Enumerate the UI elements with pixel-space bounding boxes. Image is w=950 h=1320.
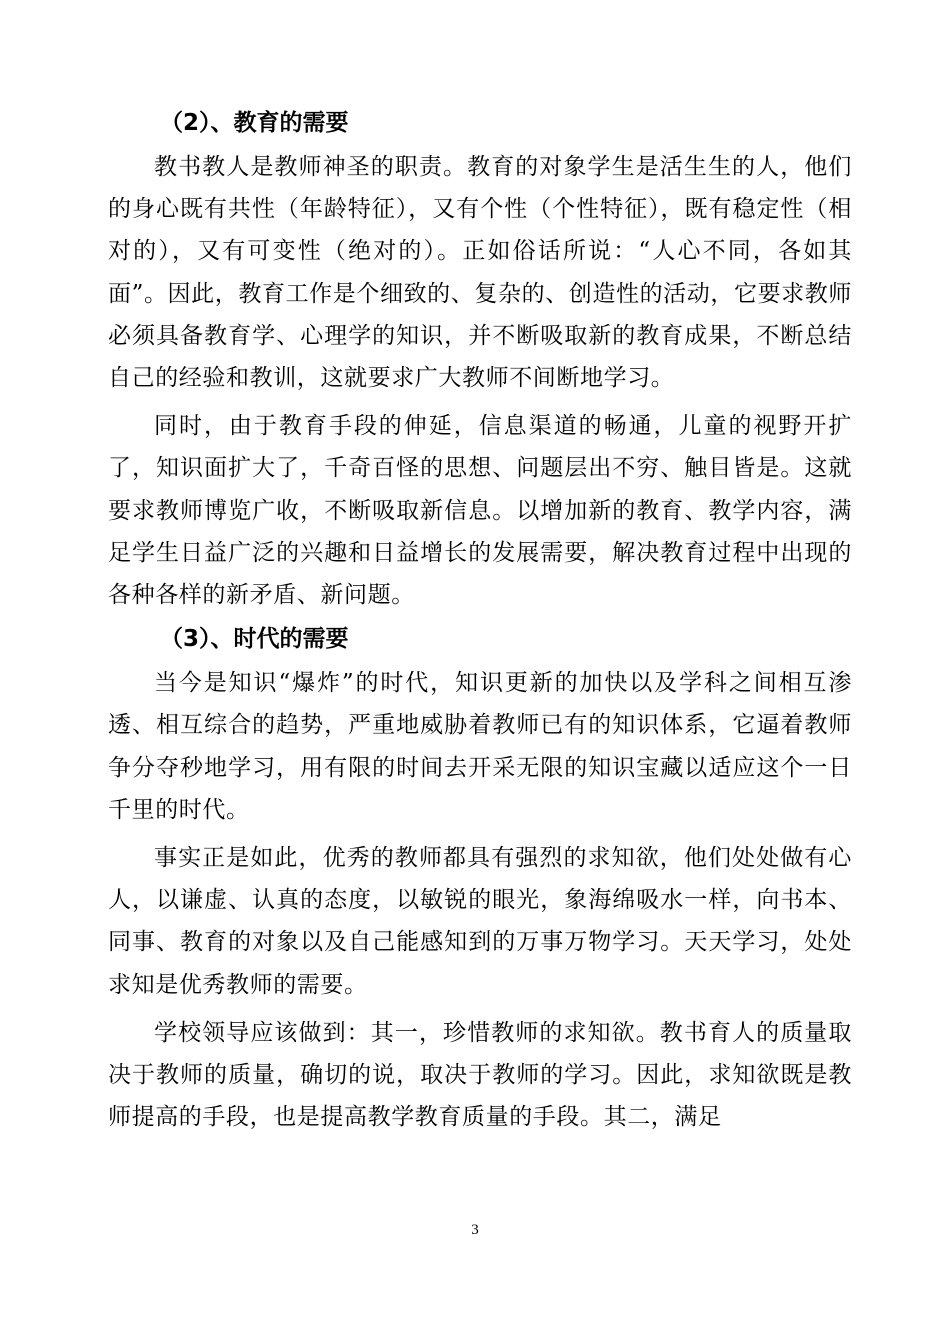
paragraph: 事实正是如此，优秀的教师都具有强烈的求知欲，他们处处做有心人，以谦虚、认真的态度，以敏锐的眼光，象海绵吸水一样，向书本、同事、教育的对象以及自己能感知到的万事万物学习。天天学习，处处求知是优秀教师的需要。 [108, 845, 852, 998]
document-body [108, 100, 852, 1138]
paragraph: 当今是知识“爆炸”的时代，知识更新的加快以及学科之间相互渗透、相互综合的趋势，严重地威胁着教师已有的知识体系，它逼着教师争分夺秒地学习，用有限的时间去开采无限的知识宝藏以适应这个一日千里的时代。 [108, 670, 852, 823]
page-number: 3 [471, 1222, 479, 1238]
section-heading-education-need: （2）、教育的需要 [160, 110, 349, 136]
section-heading-era-need: （3）、时代的需要 [160, 626, 349, 653]
paragraph: 教书教人是教师神圣的职责。教育的对象学生是活生生的人，他们的身心既有共性（年龄特征），又有个性（个性特征），既有稳定性（相对的），又有可变性（绝对的）。正如俗话所说：“人心不同，各如其面”。因此，教育工作是个细致的、复杂的、创造性的活动，它要求教师必须具备教育学、心理学的知识，并不断吸取新的教育成果，不断总结自己的经验和教训，这就要求广大教师不间断地学习。 [108, 154, 852, 392]
paragraph: 同时，由于教育手段的伸延，信息渠道的畅通，儿童的视野开扩了，知识面扩大了，千奇百怪的思想、问题层出不穷、触目皆是。这就要求教师博览广收，不断吸取新信息。以增加新的教育、教学内容，满足学生日益广泛的兴趣和日益增长的发展需要，解决教育过程中出现的各种各样的新矛盾、新问题。 [108, 413, 852, 609]
paragraph: 学校领导应该做到：其一，珍惜教师的求知欲。教书育人的质量取决于教师的质量，确切的说，取决于教师的学习。因此，求知欲既是教师提高的手段，也是提高教学教育质量的手段。其二，满足 [108, 1019, 852, 1131]
